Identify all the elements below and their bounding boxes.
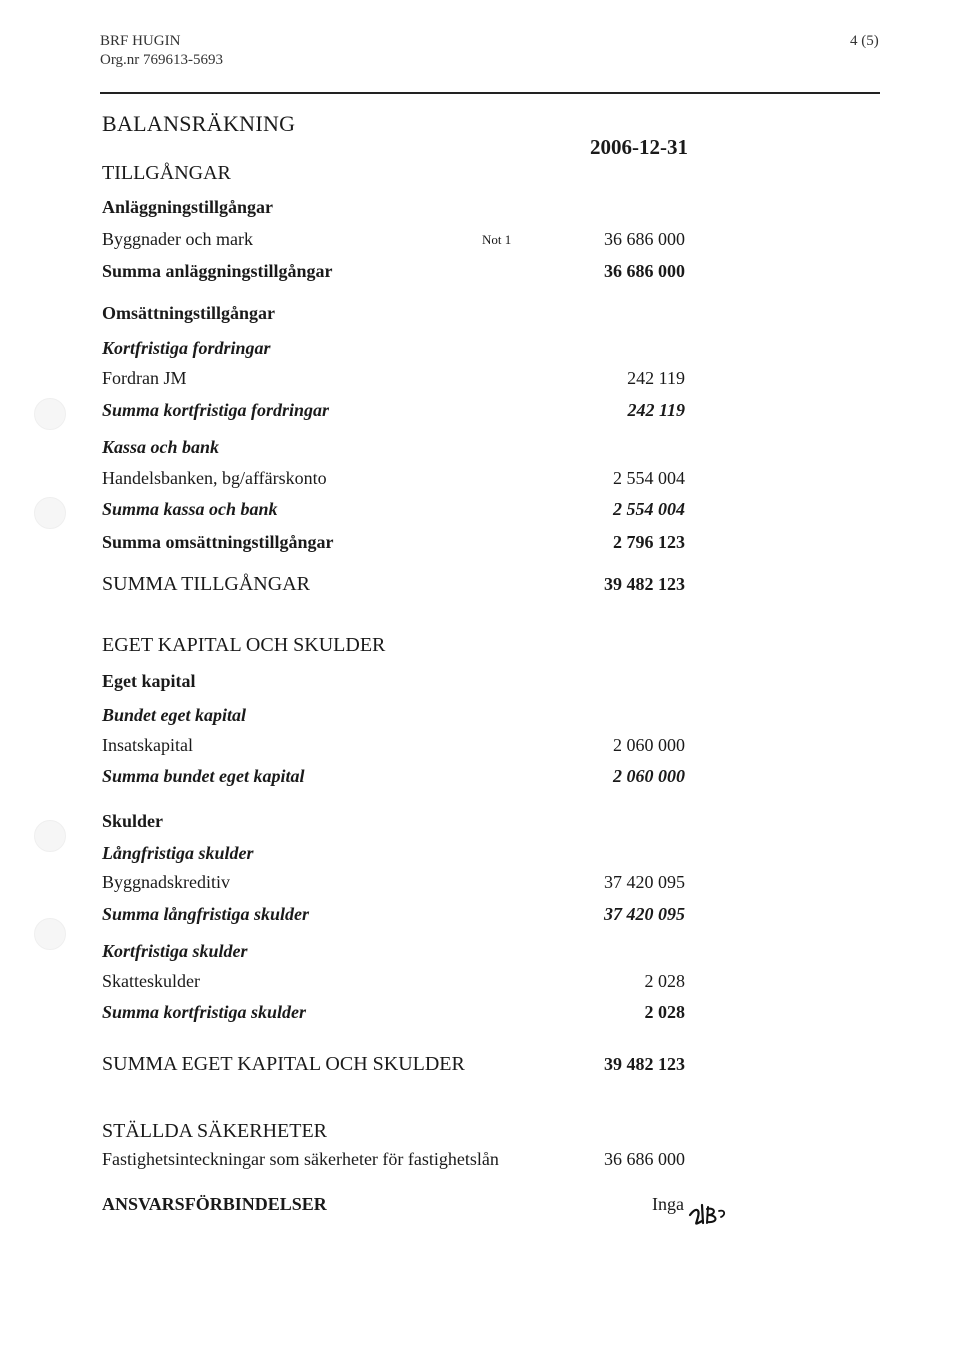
bound-equity-heading: Bundet eget kapital xyxy=(102,705,246,725)
shortterm-liabilities-sum-value: 2 028 xyxy=(644,1002,685,1022)
mortgage-value: 36 686 000 xyxy=(604,1149,685,1169)
buildings-label: Byggnader och mark xyxy=(102,229,253,249)
fixed-assets-heading: Anläggningstillgångar xyxy=(102,197,274,217)
fixed-assets-sum-value: 36 686 000 xyxy=(604,261,685,281)
bound-equity-sum-value: 2 060 000 xyxy=(613,766,685,786)
building-credit-value: 37 420 095 xyxy=(604,872,685,892)
contingent-liabilities-heading: ANSVARSFÖRBINDELSER xyxy=(102,1194,327,1214)
header-divider xyxy=(100,92,880,94)
buildings-value: 36 686 000 xyxy=(604,229,685,249)
insats-value: 2 060 000 xyxy=(613,735,685,755)
longterm-liabilities-sum-value: 37 420 095 xyxy=(604,904,685,924)
fordran-value: 242 119 xyxy=(627,368,685,388)
receivables-sum-value: 242 119 xyxy=(627,400,685,420)
page-title: BALANSRÄKNING xyxy=(102,111,296,136)
shortterm-liabilities-sum-label: Summa kortfristiga skulder xyxy=(102,1002,307,1022)
pledged-assets-heading: STÄLLDA SÄKERHETER xyxy=(102,1120,327,1142)
current-assets-heading: Omsättningstillgångar xyxy=(102,303,276,323)
equity-liabilities-heading: EGET KAPITAL OCH SKULDER xyxy=(102,634,386,656)
cash-heading: Kassa och bank xyxy=(102,437,220,457)
equity-heading: Eget kapital xyxy=(102,671,196,691)
company-name: BRF HUGIN xyxy=(100,33,181,49)
liabilities-heading: Skulder xyxy=(102,811,164,831)
balance-date: 2006-12-31 xyxy=(590,135,688,159)
total-assets-label: SUMMA TILLGÅNGAR xyxy=(102,573,310,595)
insats-label: Insatskapital xyxy=(102,735,193,755)
total-equity-liabilities-value: 39 482 123 xyxy=(604,1054,685,1074)
cash-sum-value: 2 554 004 xyxy=(613,499,685,519)
note-reference: Not 1 xyxy=(482,232,512,247)
longterm-liabilities-heading: Långfristiga skulder xyxy=(102,843,254,863)
fixed-assets-sum-label: Summa anläggningstillgångar xyxy=(102,261,333,281)
contingent-liabilities-value: Inga xyxy=(652,1194,684,1214)
tax-liabilities-label: Skatteskulder xyxy=(102,971,200,991)
tax-liabilities-value: 2 028 xyxy=(644,971,685,991)
punch-hole xyxy=(34,918,66,950)
total-assets-value: 39 482 123 xyxy=(604,574,685,594)
longterm-liabilities-sum-label: Summa långfristiga skulder xyxy=(102,904,310,924)
punch-hole xyxy=(34,497,66,529)
org-number: Org.nr 769613-5693 xyxy=(100,52,224,68)
current-assets-sum-label: Summa omsättningstillgångar xyxy=(102,532,334,552)
bank-account-value: 2 554 004 xyxy=(613,468,685,488)
handwritten-initials xyxy=(688,1197,728,1227)
punch-hole xyxy=(34,820,66,852)
cash-sum-label: Summa kassa och bank xyxy=(102,499,278,519)
building-credit-label: Byggnadskreditiv xyxy=(102,872,230,892)
punch-hole xyxy=(34,398,66,430)
receivables-heading: Kortfristiga fordringar xyxy=(102,338,271,358)
current-assets-sum-value: 2 796 123 xyxy=(613,532,685,552)
bound-equity-sum-label: Summa bundet eget kapital xyxy=(102,766,305,786)
page-number: 4 (5) xyxy=(850,33,879,49)
shortterm-liabilities-heading: Kortfristiga skulder xyxy=(102,941,248,961)
receivables-sum-label: Summa kortfristiga fordringar xyxy=(102,400,330,420)
bank-account-label: Handelsbanken, bg/affärskonto xyxy=(102,468,327,488)
total-equity-liabilities-label: SUMMA EGET KAPITAL OCH SKULDER xyxy=(102,1053,465,1075)
assets-heading: TILLGÅNGAR xyxy=(102,162,231,184)
mortgage-label: Fastighetsinteckningar som säkerheter för fastighetslån xyxy=(102,1149,499,1169)
fordran-label: Fordran JM xyxy=(102,368,187,388)
